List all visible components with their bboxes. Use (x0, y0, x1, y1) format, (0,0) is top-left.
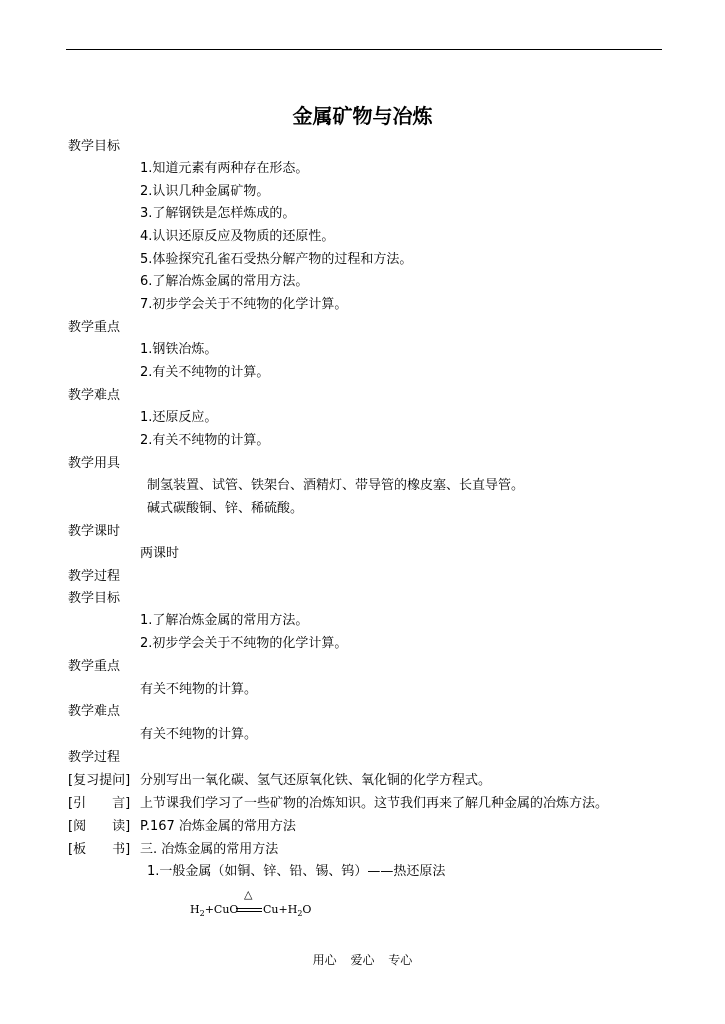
goal-item: 2.认识几种金属矿物。 (140, 184, 270, 199)
process-heading: 教学过程 (68, 569, 121, 584)
tools-item: 碱式碳酸铜、锌、稀硫酸。 (147, 501, 304, 516)
step-text: 三. 冶炼金属的常用方法 (140, 842, 279, 857)
goal-item: 7.初步学会关于不纯物的化学计算。 (140, 297, 348, 312)
goals-heading: 教学目标 (68, 139, 121, 154)
step-text: 上节课我们学习了一些矿物的冶炼知识。这节我们再来了解几种金属的冶炼方法。 (140, 796, 609, 811)
goal-item: 5.体验探究孔雀石受热分解产物的过程和方法。 (140, 252, 413, 267)
goal-item: 3.了解钢铁是怎样炼成的。 (140, 206, 296, 221)
hours-value: 两课时 (140, 546, 180, 561)
tools-heading: 教学用具 (68, 456, 121, 471)
step-board (68, 842, 278, 858)
equation-reactants: $H_2+CuO$ (190, 903, 239, 919)
page-title: 金属矿物与冶炼 (292, 104, 433, 128)
subpoint-heat-reduction: 1.一般金属（如铜、锌、铅、锡、钨）——热还原法 (147, 864, 446, 879)
goal-item: 4.认识还原反应及物质的还原性。 (140, 229, 335, 244)
difficulty-heading: 教学难点 (68, 388, 121, 403)
key-heading-2: 教学重点 (68, 659, 121, 674)
difficulty-heading-2: 教学难点 (68, 704, 121, 719)
heat-condition-icon: △ (244, 888, 253, 901)
key-item: 2.有关不纯物的计算。 (140, 365, 270, 380)
difficulty-item: 1.还原反应。 (140, 410, 218, 425)
hours-heading: 教学课时 (68, 524, 121, 539)
equals-sign-top (236, 908, 262, 909)
goals-heading-2: 教学目标 (68, 591, 121, 606)
step-text: 分别写出一氧化碳、氢气还原氧化铁、氧化铜的化学方程式。 (140, 773, 492, 788)
step-reading (68, 819, 296, 835)
goal-item: 1.知道元素有两种存在形态。 (140, 161, 309, 176)
chemical-equation (190, 888, 320, 924)
step-label: [阅 读] (68, 819, 131, 834)
equals-sign-bottom (236, 911, 262, 912)
step-introduction (68, 796, 608, 812)
key-heading: 教学重点 (68, 320, 121, 335)
step-label: [引 言] (68, 796, 131, 811)
key-item: 1.钢铁冶炼。 (140, 342, 218, 357)
page-footer: 用心 爱心 专心 (312, 953, 413, 967)
step-text: P.167 冶炼金属的常用方法 (140, 819, 296, 834)
tools-item: 制氢装置、试管、铁架台、酒精灯、带导管的橡皮塞、长直导管。 (147, 478, 525, 493)
key-item-2: 有关不纯物的计算。 (140, 682, 258, 697)
step-label: [复习提问] (68, 773, 131, 788)
step-label: [板 书] (68, 842, 131, 857)
goal-item-2: 2.初步学会关于不纯物的化学计算。 (140, 636, 348, 651)
goal-item-2: 1.了解冶炼金属的常用方法。 (140, 613, 309, 628)
step-review-question (68, 773, 491, 789)
header-rule (66, 49, 662, 50)
difficulty-item: 2.有关不纯物的计算。 (140, 433, 270, 448)
process-heading-2: 教学过程 (68, 750, 121, 765)
equation-products: $Cu+H_2O$ (263, 903, 312, 919)
difficulty-item-2: 有关不纯物的计算。 (140, 727, 258, 742)
goal-item: 6.了解冶炼金属的常用方法。 (140, 274, 309, 289)
